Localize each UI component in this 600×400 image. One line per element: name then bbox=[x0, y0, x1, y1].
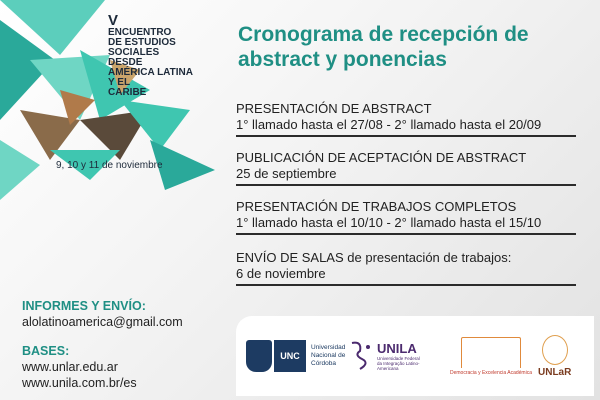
unc-name: Universidad Nacional de Córdoba bbox=[311, 344, 346, 367]
schedule-item-detail: 6 de noviembre bbox=[236, 266, 326, 281]
event-title-line: CARIBE bbox=[108, 87, 147, 98]
event-title-line: DE ESTUDIOS SOCIALES bbox=[108, 37, 176, 58]
contact-block bbox=[22, 298, 183, 391]
schedule-item bbox=[236, 250, 576, 286]
unc-tag: UNC bbox=[274, 340, 306, 372]
event-title-line: AMÉRICA LATINA bbox=[108, 67, 193, 78]
unlar-logo bbox=[538, 316, 571, 396]
event-title-line: ENCUENTRO bbox=[108, 27, 172, 38]
divider bbox=[236, 184, 576, 186]
unila-subtitle: Universidade Federal da Integração Latino-Americana bbox=[377, 356, 420, 371]
schedule-item-title: ENVÍO DE SALAS de presentación de trabajos: bbox=[236, 250, 512, 265]
unlar-link[interactable]: www.unlar.edu.ar bbox=[22, 360, 118, 374]
unila-name: UNILA bbox=[377, 341, 417, 356]
dea-building-icon bbox=[461, 337, 521, 368]
unlar-name: UNLaR bbox=[538, 366, 572, 378]
event-title-line: Y EL bbox=[108, 77, 131, 88]
schedule-item bbox=[236, 101, 576, 137]
schedule-item bbox=[236, 150, 576, 186]
divider bbox=[236, 284, 576, 286]
event-numeral: V bbox=[108, 12, 119, 29]
event-date: 9, 10 y 11 de noviembre bbox=[56, 160, 163, 171]
dea-logo bbox=[450, 316, 532, 396]
unila-logo bbox=[348, 316, 425, 396]
sponsor-logos bbox=[236, 316, 594, 396]
schedule-heading: Cronograma de recepción de abstract y ponencias bbox=[238, 23, 529, 71]
email-link[interactable]: alolatinoamerica@gmail.com bbox=[22, 315, 183, 329]
dea-caption: Democracia y Excelencia Académica bbox=[450, 369, 532, 376]
schedule-item-title: PRESENTACIÓN DE ABSTRACT bbox=[236, 101, 432, 116]
unila-mark-icon bbox=[348, 339, 374, 373]
schedule-item-detail: 25 de septiembre bbox=[236, 166, 337, 181]
bases-label: BASES: bbox=[22, 344, 70, 358]
informes-label: INFORMES Y ENVÍO: bbox=[22, 299, 146, 313]
divider bbox=[236, 233, 576, 235]
unlar-face-icon bbox=[542, 335, 568, 365]
event-title bbox=[108, 14, 228, 98]
schedule-item bbox=[236, 199, 576, 235]
event-title-line: DESDE bbox=[108, 57, 143, 68]
divider bbox=[236, 135, 576, 137]
schedule-item-detail: 1° llamado hasta el 10/10 - 2° llamado hasta el 15/10 bbox=[236, 215, 542, 230]
unc-shield-icon bbox=[246, 340, 272, 372]
schedule-item-detail: 1° llamado hasta el 27/08 - 2° llamado hasta el 20/09 bbox=[236, 117, 542, 132]
schedule-item-title: PUBLICACIÓN DE ACEPTACIÓN DE ABSTRACT bbox=[236, 150, 527, 165]
unila-link[interactable]: www.unila.com.br/es bbox=[22, 376, 137, 390]
schedule-item-title: PRESENTACIÓN DE TRABAJOS COMPLETOS bbox=[236, 199, 517, 214]
